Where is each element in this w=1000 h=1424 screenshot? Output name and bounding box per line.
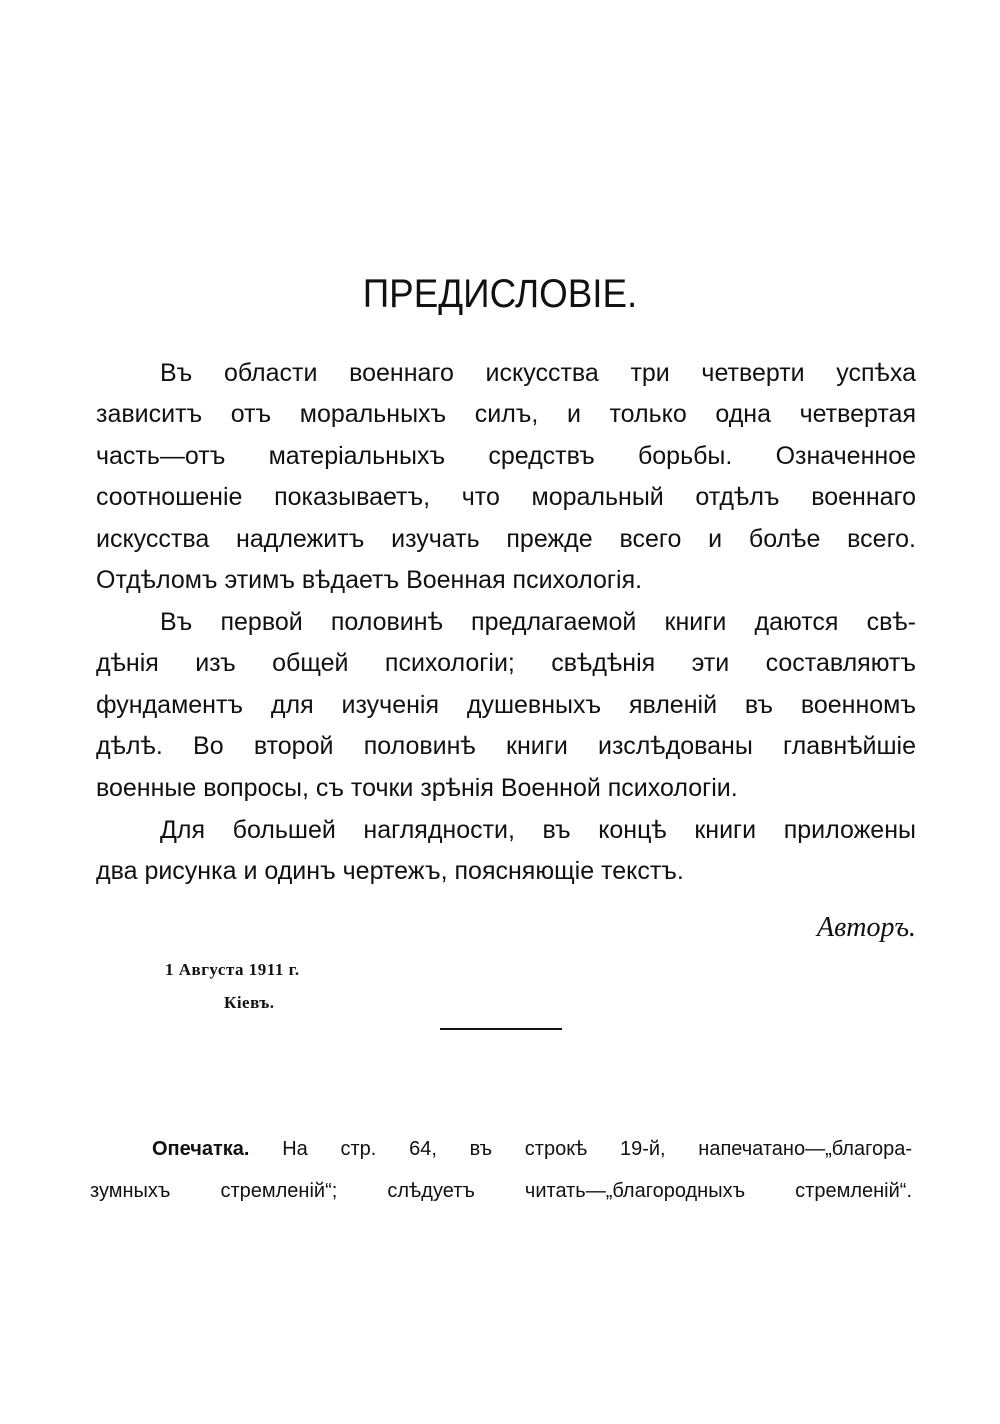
text-line: искусства надлежитъ изучать прежде всего и болѣе всего. — [96, 525, 916, 553]
erratum-text: На стр. 64, въ строкѣ 19-й, напечатано—„благора- — [282, 1138, 912, 1160]
divider — [440, 1028, 562, 1030]
text-line: Въ области военнаго искусства три четверти успѣха — [160, 359, 916, 387]
erratum-line-1 — [152, 1136, 912, 1162]
text-line: фундаментъ для изученія душевныхъ явленій въ военномъ — [96, 691, 916, 719]
text-line: Отдѣломъ этимъ вѣдаетъ Военная психологія. — [96, 566, 643, 594]
text-line: дѣнія изъ общей психологіи; свѣдѣнія эти составляютъ — [96, 649, 916, 677]
text-line: Для большей наглядности, въ концѣ книги приложены — [160, 816, 916, 844]
place: Кіевъ. — [224, 993, 275, 1012]
text-line: Въ первой половинѣ предлагаемой книги даются свѣ- — [160, 608, 916, 636]
text-line: зависитъ отъ моральныхъ силъ, и только одна четвертая — [96, 400, 916, 428]
page-title: ПРЕДИСЛОВІЕ. — [362, 272, 638, 316]
erratum-line-2: зумныхъ стремленій“; слѣдуетъ читать—„благородныхъ стремленій“. — [90, 1180, 912, 1202]
text-line: два рисунка и одинъ чертежъ, поясняющіе текстъ. — [96, 857, 684, 885]
author-signature: Авторъ. — [816, 912, 916, 943]
text-line: соотношеніе показываетъ, что моральный отдѣлъ военнаго — [96, 483, 916, 511]
text-line: дѣлѣ. Во второй половинѣ книги изслѣдованы главнѣйшіе — [96, 732, 916, 760]
date: 1 Августа 1911 г. — [165, 960, 300, 979]
erratum-label: Опечатка. — [152, 1138, 250, 1160]
text-line: военные вопросы, съ точки зрѣнія Военной психологіи. — [96, 774, 738, 802]
text-line: часть—отъ матеріальныхъ средствъ борьбы. Означенное — [96, 442, 916, 470]
